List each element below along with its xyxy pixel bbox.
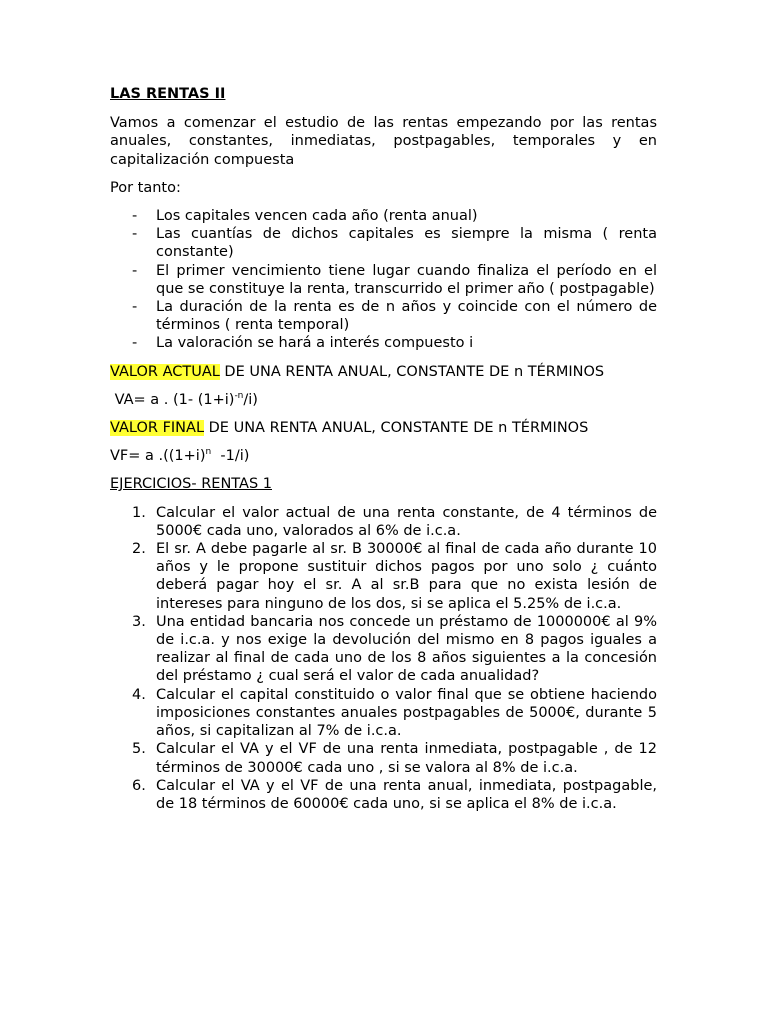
va-highlight: VALOR ACTUAL [110, 363, 220, 380]
vf-heading [110, 419, 657, 437]
list-item [110, 262, 657, 298]
por-tanto-label: Por tanto: [110, 179, 181, 196]
dash-bullet: - [132, 335, 138, 352]
list-item-text: Los capitales vencen cada año (renta anual) [156, 208, 478, 225]
vf-highlight: VALOR FINAL [110, 420, 205, 437]
exercise-text: Calcular el VA y el VF de una renta anual, inmediata, postpagable, de 18 términos de 60000€ cada uno, si se aplica el 8% de i.c.a. [156, 777, 657, 812]
exercise-item [110, 777, 657, 813]
exercises-list [110, 504, 657, 813]
exercise-item [110, 540, 657, 613]
exercises-title: EJERCICIOS- RENTAS 1 [110, 476, 272, 493]
va-heading [110, 363, 657, 381]
dash-bullet: - [132, 299, 138, 316]
exercise-text: Calcular el VA y el VF de una renta inmediata, postpagable , de 12 términos de 30000€ cada uno , si se valora al 8% de i.c.a. [156, 741, 657, 776]
exercise-text: El sr. A debe pagarle al sr. B 30000€ al final de cada año durante 10 años y le propone sustituir dichos pagos por uno solo ¿ cuánto deberá pagar hoy el sr. A al sr.B para que no exista lesión de intereses para ninguno de los dos, si se aplica el 5.25% de i.c.a. [156, 541, 657, 612]
intro-paragraph: Vamos a comenzar el estudio de las rentas empezando por las rentas anuales, constantes, inmediatas, postpagables, temporales y en capitalización compuesta [110, 115, 657, 168]
list-item-text: La duración de la renta es de n años y coincide con el número de términos ( renta temporal) [156, 299, 657, 334]
dash-bullet: - [132, 208, 138, 225]
vf-formula-base: VF= a .((1+i) [110, 448, 206, 465]
exercise-number: 2. [132, 541, 146, 558]
list-item-text: La valoración se hará a interés compuesto i [156, 335, 474, 352]
va-formula-base: VA= a . (1- (1+i) [110, 391, 235, 408]
list-item [110, 298, 657, 334]
vf-formula-tail: -1/i) [211, 448, 250, 465]
exercise-item [110, 686, 657, 741]
vf-formula [110, 447, 657, 465]
va-heading-rest: DE UNA RENTA ANUAL, CONSTANTE DE n TÉRMINOS [219, 363, 605, 380]
list-item-text: Las cuantías de dichos capitales es siempre la misma ( renta constante) [156, 226, 657, 261]
va-formula-exponent: -n [234, 390, 244, 401]
document-title: LAS RENTAS II [110, 86, 226, 102]
list-item-text: El primer vencimiento tiene lugar cuando finaliza el período en el que se constituye la renta, transcurrido el primer año ( postpagable) [156, 262, 657, 297]
list-item [110, 207, 657, 225]
exercise-number: 5. [132, 741, 146, 758]
vf-heading-rest: DE UNA RENTA ANUAL, CONSTANTE DE n TÉRMINOS [204, 420, 589, 437]
dash-bullet: - [132, 226, 138, 243]
exercise-text: Calcular el capital constituido o valor final que se obtiene haciendo imposiciones constantes anuales postpagables de 5000€, durante 5 años, si capitalizan al 7% de i.c.a. [156, 686, 657, 740]
va-formula-tail: /i) [243, 391, 258, 408]
exercise-number: 1. [132, 504, 146, 521]
exercise-number: 4. [132, 686, 146, 703]
exercise-item [110, 740, 657, 776]
exercise-text: Calcular el valor actual de una renta constante, de 4 términos de 5000€ cada uno, valorados al 6% de i.c.a. [156, 504, 657, 539]
exercise-number: 6. [132, 777, 146, 794]
exercise-item [110, 504, 657, 540]
exercise-text: Una entidad bancaria nos concede un préstamo de 1000000€ al 9% de i.c.a. y nos exige la devolución del mismo en 8 pagos iguales a realizar al final de cada uno de los 8 años siguientes a la concesión del préstamo ¿ cual será el valor de cada anualidad? [156, 613, 657, 685]
list-item [110, 334, 657, 352]
vf-formula-exponent: n [205, 447, 212, 458]
exercise-item [110, 613, 657, 686]
dash-bullet: - [132, 262, 138, 279]
list-item [110, 225, 657, 261]
exercise-number: 3. [132, 613, 146, 630]
va-formula [110, 391, 657, 409]
properties-list [110, 207, 657, 353]
document-body [110, 85, 657, 813]
